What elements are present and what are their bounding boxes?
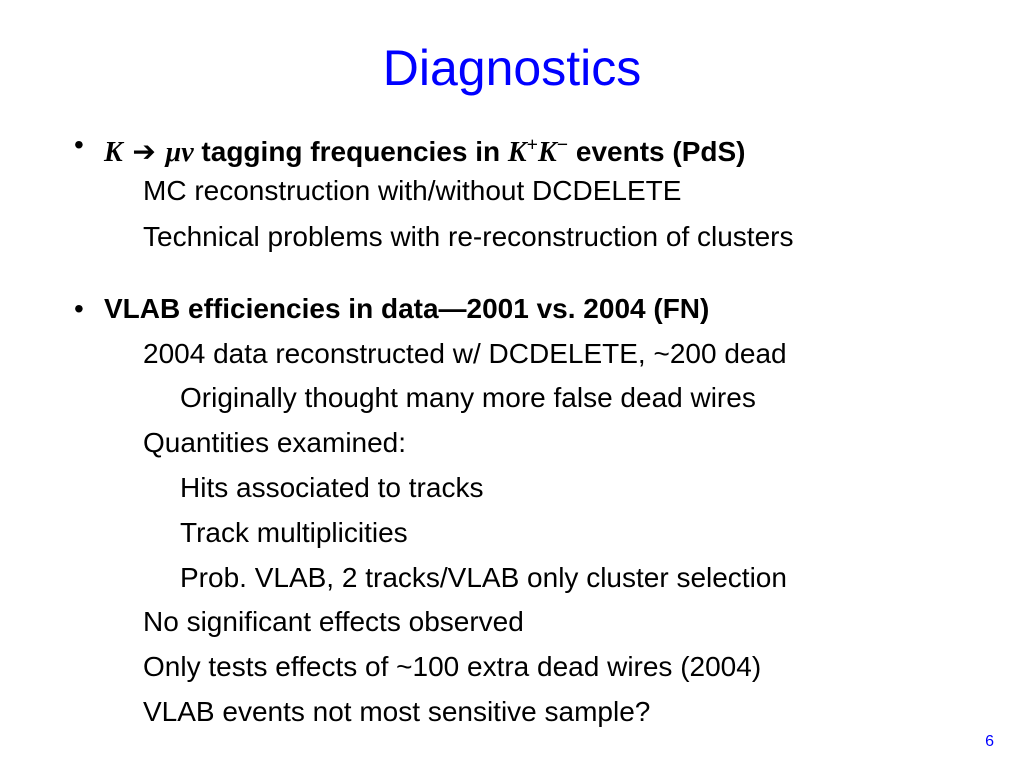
bullet-2-subline: Track multiplicities — [180, 517, 408, 548]
bullet-1-kaon-minus: K — [538, 137, 557, 168]
slide-title: Diagnostics — [382, 40, 642, 96]
bullet-2-subline: Prob. VLAB, 2 tracks/VLAB only cluster selection — [180, 562, 787, 593]
bullet-1-kaon: K — [104, 137, 123, 168]
page-number: 6 — [985, 733, 994, 750]
bullet-1-kaon-plus: K — [507, 137, 527, 168]
bullet-2-subline: No significant effects observed — [143, 606, 524, 637]
bullet-1-mu-nu: μν — [165, 137, 194, 168]
bullet-1-text-a: tagging frequencies in — [193, 136, 508, 167]
arrow-icon: ➔ — [122, 135, 166, 168]
bullet-1-sup-minus: − — [556, 134, 569, 156]
bullet-1-text-b: events (PdS) — [568, 136, 746, 167]
bullet-2-subline: Only tests effects of ~100 extra dead wires (2004) — [143, 651, 762, 682]
bullet-1-sup-plus: + — [526, 134, 539, 156]
bullet-2-marker: • — [74, 293, 84, 324]
bullet-2-subline: 2004 data reconstructed w/ DCDELETE, ~200 dead — [143, 338, 787, 369]
bullet-1-subline: Technical problems with re-reconstruction of clusters — [143, 221, 794, 252]
bullet-2-subline: Originally thought many more false dead wires — [180, 382, 756, 413]
bullet-2-subline: VLAB events not most sensitive sample? — [143, 696, 651, 727]
bullet-1-subline: MC reconstruction with/without DCDELETE — [143, 175, 682, 206]
bullet-2-subline: Hits associated to tracks — [180, 472, 484, 503]
bullet-2-subline: Quantities examined: — [143, 427, 407, 458]
bullet-1-marker: • — [74, 129, 84, 160]
bullet-2-heading: VLAB efficiencies in data—2001 vs. 2004 (FN) — [104, 293, 710, 324]
bullet-1-heading — [104, 128, 746, 170]
